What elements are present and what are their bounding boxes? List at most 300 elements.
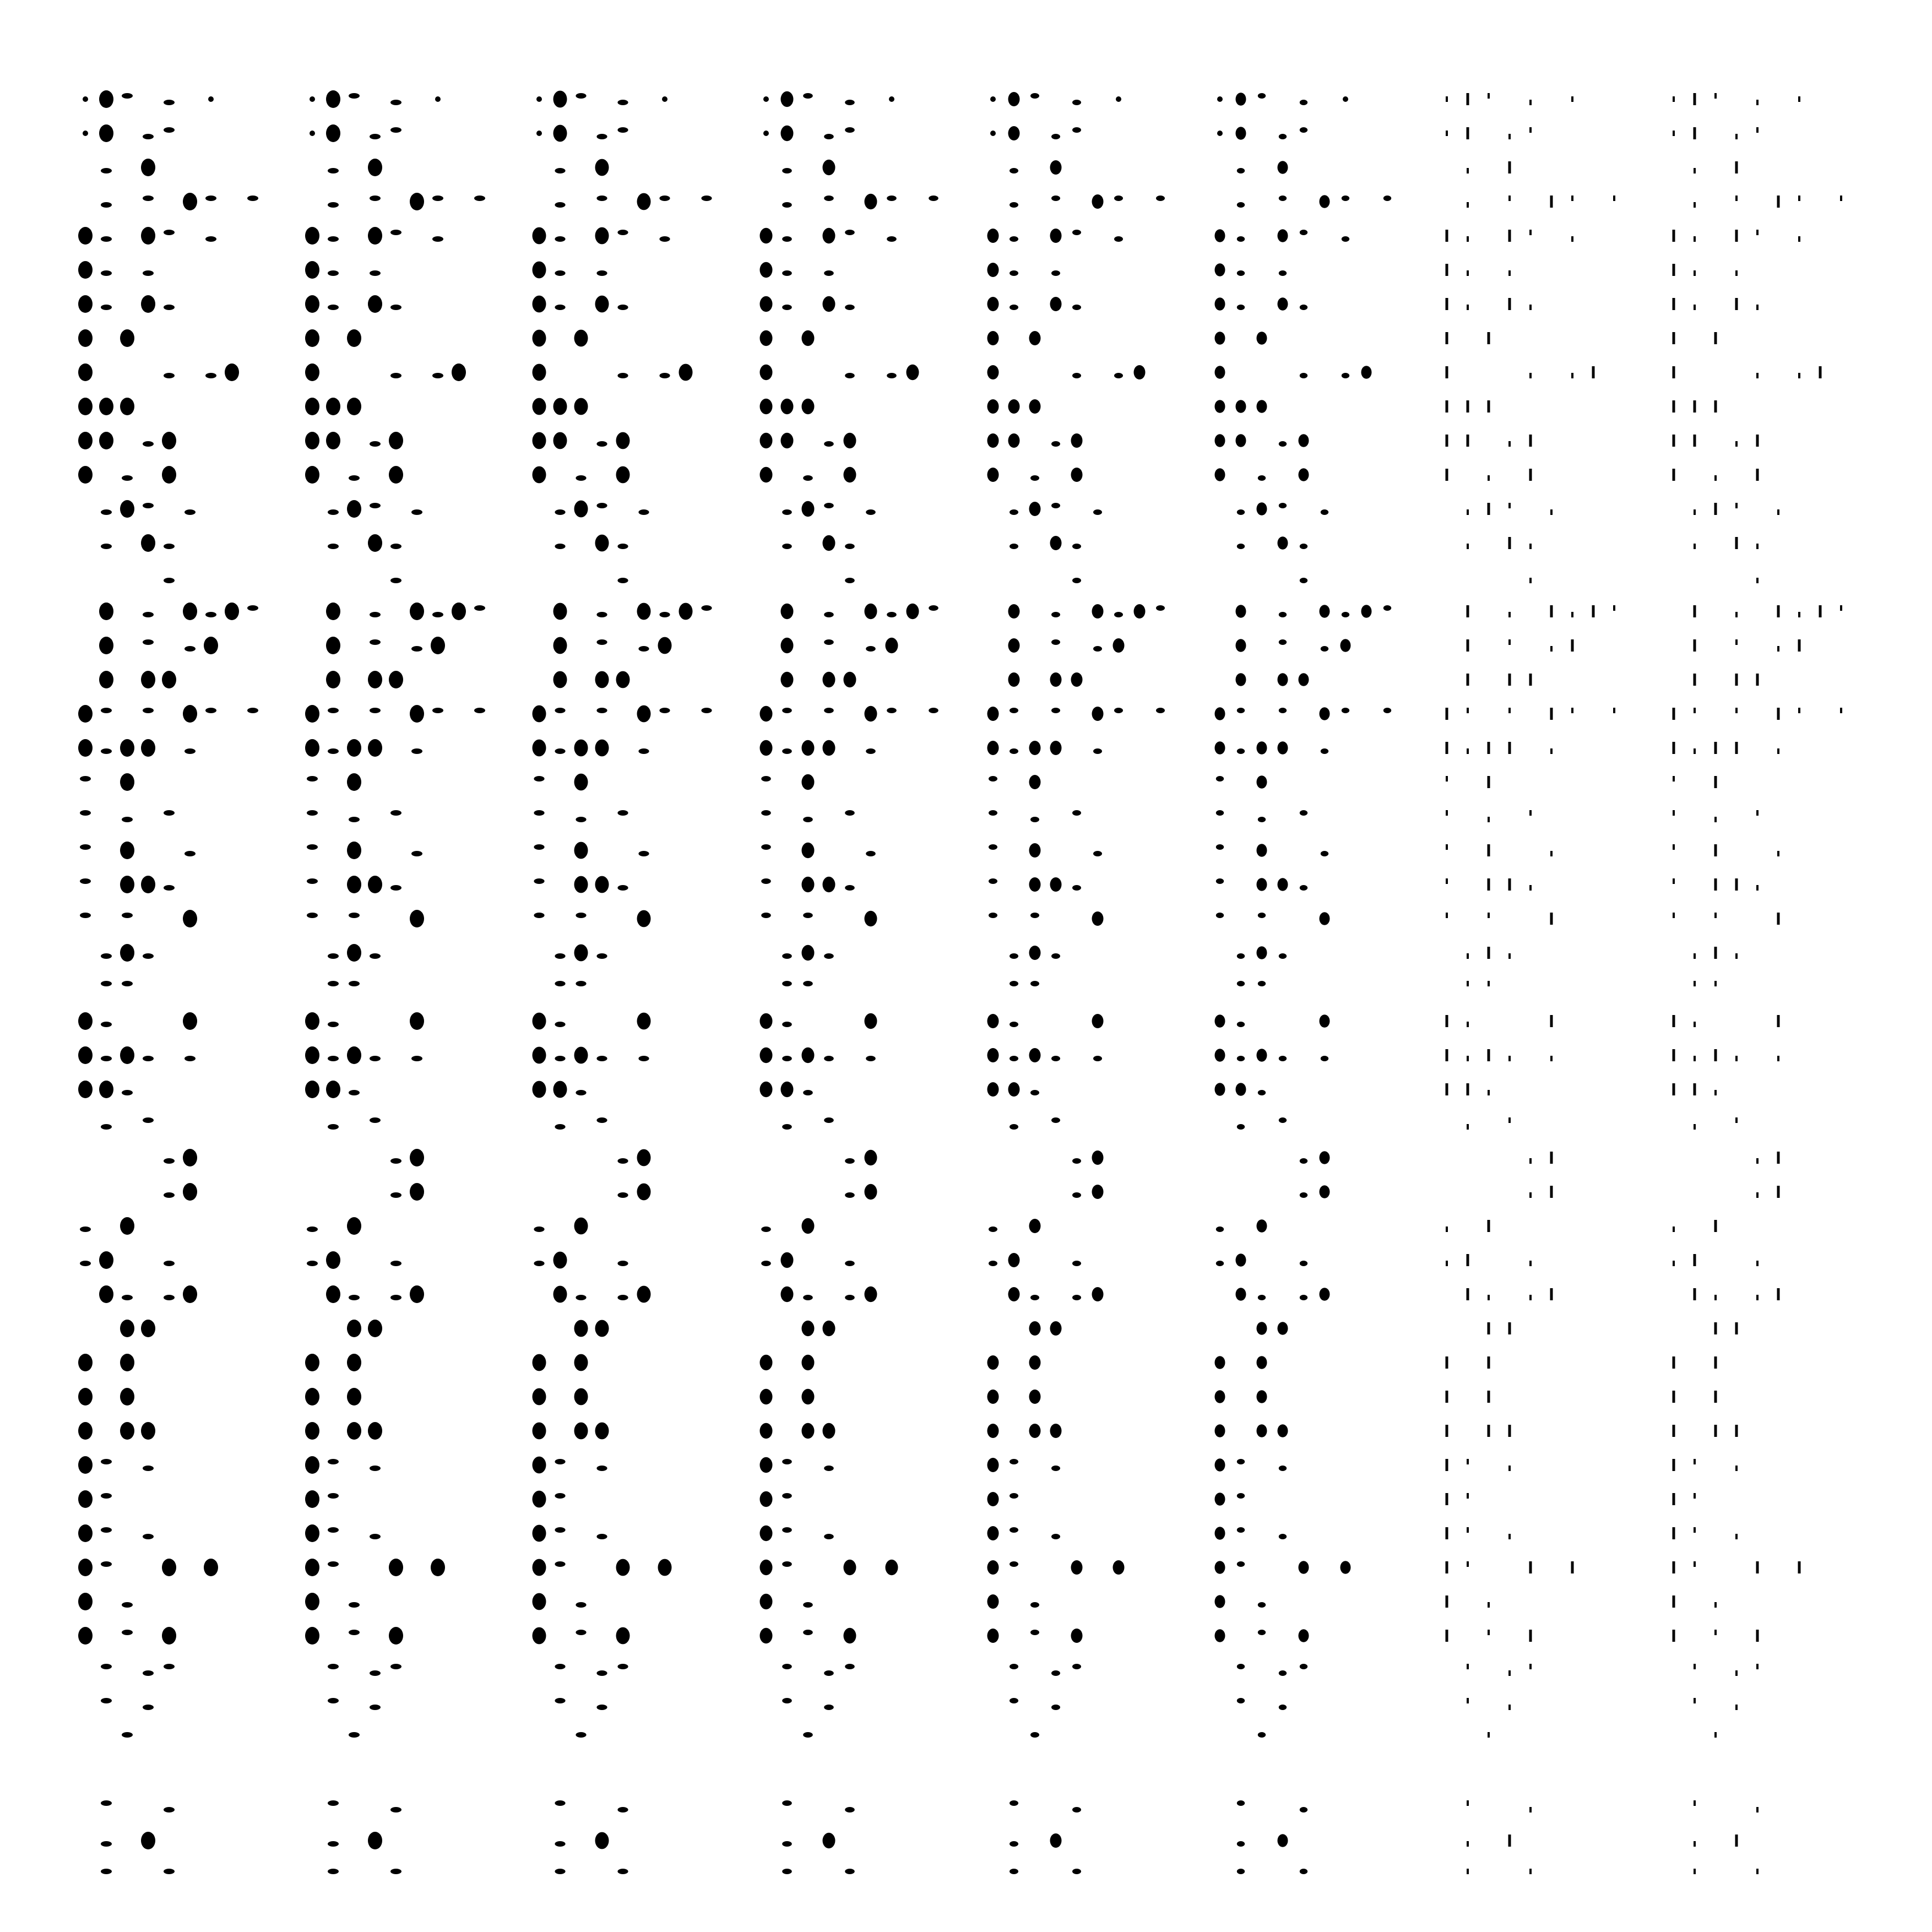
tick-mark — [1735, 196, 1738, 201]
tick-mark — [1756, 1869, 1759, 1874]
dot — [802, 330, 815, 346]
tick-mark — [1529, 885, 1532, 891]
dot — [411, 851, 422, 856]
dot — [761, 776, 771, 782]
dot — [307, 1227, 318, 1232]
dot — [1236, 1253, 1246, 1267]
dot — [987, 229, 999, 243]
dot — [760, 1389, 773, 1404]
dot — [638, 748, 649, 754]
dot — [328, 1459, 339, 1464]
dot — [1029, 1355, 1041, 1370]
dot — [1010, 1869, 1018, 1874]
dot — [760, 740, 773, 756]
dot — [122, 1295, 133, 1300]
dot — [1010, 1841, 1018, 1847]
dot — [205, 708, 216, 713]
dot — [347, 773, 361, 791]
dot — [305, 466, 319, 484]
dot — [120, 329, 134, 347]
dot — [533, 1081, 546, 1098]
dot — [595, 296, 609, 313]
dot — [328, 509, 339, 515]
dot — [349, 1732, 360, 1738]
dot — [760, 467, 773, 482]
dot — [1279, 708, 1287, 713]
dot — [1321, 646, 1328, 652]
dot — [576, 1295, 586, 1300]
dot — [1134, 604, 1146, 618]
dot — [845, 373, 855, 378]
dot — [824, 270, 834, 276]
dot — [782, 1869, 792, 1874]
tick-mark — [1467, 674, 1469, 686]
dot — [1051, 1056, 1060, 1061]
dot — [1010, 953, 1018, 959]
tick-mark — [1529, 544, 1532, 549]
dot — [803, 1602, 813, 1608]
tick-mark — [1550, 646, 1553, 652]
tick-mark — [1735, 1322, 1738, 1334]
dot — [533, 466, 546, 484]
dot — [533, 262, 546, 279]
tick-mark — [1735, 503, 1738, 508]
tick-mark — [1673, 230, 1675, 242]
dot — [574, 1354, 588, 1371]
dot — [1215, 707, 1225, 720]
tick-mark — [1735, 878, 1738, 891]
dot — [101, 1527, 112, 1533]
dot — [987, 297, 999, 311]
dot — [141, 1832, 155, 1849]
dot — [1030, 1732, 1039, 1738]
dot — [1029, 1321, 1041, 1336]
tick-mark — [1529, 127, 1532, 133]
dot — [435, 96, 441, 102]
tick-mark — [1446, 1049, 1448, 1061]
tick-mark — [1467, 1254, 1469, 1266]
dot — [1050, 877, 1062, 892]
dot — [78, 227, 93, 245]
dot — [1051, 503, 1060, 508]
dot — [1258, 913, 1266, 918]
dot — [1050, 229, 1062, 243]
dot — [1029, 1048, 1041, 1062]
tick-mark — [1467, 1288, 1469, 1300]
tick-mark — [1673, 1561, 1675, 1573]
tick-mark — [1756, 100, 1759, 105]
tick-mark — [1673, 1049, 1675, 1061]
dot — [1383, 708, 1391, 713]
dot — [763, 96, 769, 102]
dot — [617, 100, 628, 105]
dot — [534, 913, 544, 918]
dot — [1258, 93, 1266, 99]
dot — [326, 1251, 340, 1269]
tick-mark — [1571, 639, 1574, 652]
dot — [1237, 953, 1245, 959]
dot — [1092, 604, 1104, 618]
dot — [305, 739, 319, 757]
tick-mark — [1550, 1056, 1553, 1061]
dot — [534, 844, 544, 850]
tick-mark — [1508, 1835, 1511, 1847]
dot — [1050, 741, 1062, 755]
dot — [1300, 810, 1307, 816]
dot — [1321, 1056, 1328, 1061]
tick-mark — [1488, 878, 1490, 891]
dot — [101, 1493, 112, 1499]
tick-mark — [1529, 1158, 1532, 1164]
tick-mark — [1446, 776, 1448, 782]
dot — [555, 202, 565, 208]
dot — [305, 432, 319, 449]
tick-mark — [1735, 1425, 1738, 1437]
dot — [164, 373, 175, 378]
dot — [328, 1698, 339, 1703]
tick-mark — [1673, 469, 1675, 481]
dot — [305, 1388, 319, 1405]
dot — [533, 1388, 546, 1405]
tick-mark — [1756, 1295, 1759, 1300]
tick-mark — [1467, 127, 1469, 139]
tick-mark — [1592, 605, 1595, 617]
dot — [760, 1048, 773, 1063]
dot — [328, 1056, 339, 1061]
dot — [637, 1013, 651, 1030]
tick-mark — [1714, 503, 1717, 515]
dot — [824, 196, 834, 201]
dot — [782, 305, 792, 310]
dot — [247, 605, 258, 611]
dot — [328, 168, 339, 173]
tick-mark — [1446, 913, 1448, 918]
dot — [803, 93, 813, 99]
dot — [1050, 672, 1062, 687]
dot — [122, 475, 133, 481]
dot — [1051, 708, 1060, 713]
dot — [533, 398, 546, 415]
dot — [370, 503, 381, 508]
dot — [987, 707, 999, 721]
tick-mark — [1613, 605, 1615, 611]
dot — [845, 1869, 855, 1874]
dot — [368, 227, 382, 245]
dot — [824, 134, 834, 139]
dot — [347, 842, 361, 859]
dot — [802, 740, 815, 756]
dot — [781, 433, 794, 448]
dot — [553, 432, 567, 449]
dot — [574, 1047, 588, 1064]
dot — [574, 945, 588, 962]
dot — [305, 295, 319, 313]
tick-mark — [1467, 748, 1469, 754]
dot — [761, 1261, 771, 1266]
dot — [617, 127, 628, 133]
dot — [1215, 434, 1225, 447]
dot — [803, 913, 813, 918]
tick-mark — [1673, 366, 1675, 378]
dot — [533, 1013, 546, 1030]
tick-mark — [1529, 578, 1532, 583]
dot — [1257, 1049, 1267, 1062]
tick-mark — [1467, 981, 1469, 986]
tick-mark — [1673, 1425, 1675, 1437]
dot — [802, 945, 815, 960]
dot — [1279, 639, 1287, 645]
dot — [533, 364, 546, 381]
dot — [987, 1629, 999, 1643]
dot — [390, 544, 401, 549]
tick-mark — [1446, 1261, 1448, 1266]
dot — [410, 603, 424, 620]
dot — [638, 851, 649, 856]
dot — [824, 503, 834, 508]
dot — [574, 501, 588, 518]
dot — [390, 810, 401, 816]
dot — [990, 96, 996, 102]
dot — [101, 1561, 112, 1567]
dot — [1156, 708, 1165, 713]
dot — [1051, 1534, 1060, 1539]
dot — [349, 1090, 360, 1095]
dot — [1300, 1158, 1307, 1164]
dot — [637, 1184, 651, 1201]
dot — [1050, 1424, 1062, 1438]
dot — [1258, 981, 1266, 986]
dot — [989, 776, 997, 782]
tick-mark — [1756, 1664, 1759, 1669]
tick-mark — [1446, 1356, 1448, 1369]
dot — [452, 363, 466, 381]
dot — [824, 612, 834, 617]
dot — [987, 1526, 999, 1540]
tick-mark — [1488, 1391, 1490, 1403]
tick-mark — [1467, 1841, 1469, 1847]
dot — [617, 1295, 628, 1300]
tick-mark — [1714, 1425, 1717, 1437]
tick-mark — [1756, 810, 1759, 816]
dot — [781, 1082, 794, 1097]
dot — [347, 1217, 361, 1235]
dot — [1383, 196, 1391, 201]
dot — [305, 398, 319, 415]
dot — [328, 1527, 339, 1533]
dot — [1113, 638, 1125, 653]
tick-mark — [1735, 1117, 1738, 1123]
dot — [989, 1261, 997, 1266]
dot — [120, 1354, 134, 1371]
dot — [305, 1354, 319, 1371]
dot — [595, 159, 609, 176]
dot — [887, 373, 897, 378]
dot — [1236, 127, 1246, 140]
dot — [1258, 475, 1266, 481]
dot — [1279, 1534, 1287, 1539]
tick-mark — [1798, 96, 1800, 102]
tick-mark — [1756, 373, 1759, 378]
dot — [328, 1800, 339, 1806]
dot — [164, 810, 175, 816]
dot — [162, 1559, 176, 1576]
dot — [782, 708, 792, 713]
dot — [1237, 509, 1245, 515]
tick-mark — [1694, 509, 1696, 515]
dot — [347, 398, 361, 415]
tick-mark — [1673, 400, 1675, 413]
pattern-column-2 — [305, 90, 485, 1874]
tick-mark — [1467, 168, 1469, 173]
dot — [1051, 1117, 1060, 1123]
tick-mark — [1446, 1595, 1448, 1608]
dot — [347, 329, 361, 347]
tick-mark — [1735, 1670, 1738, 1676]
dot — [1237, 544, 1245, 549]
dot — [1156, 605, 1165, 611]
dot — [164, 1261, 175, 1266]
dot — [99, 124, 113, 142]
dot — [1279, 1056, 1287, 1061]
dot — [1279, 134, 1287, 139]
tick-mark — [1508, 742, 1511, 754]
dot — [782, 1841, 792, 1847]
tick-mark — [1446, 1630, 1448, 1642]
dot — [1010, 168, 1018, 173]
tick-mark — [1673, 878, 1675, 884]
dot — [1278, 1834, 1288, 1847]
dot — [1279, 1117, 1287, 1123]
tick-mark — [1777, 748, 1779, 754]
dot — [781, 1287, 794, 1302]
dot — [390, 1192, 401, 1198]
dot — [1237, 981, 1245, 986]
dot — [474, 708, 485, 713]
dot — [760, 330, 773, 346]
tick-mark — [1756, 469, 1759, 481]
tick-mark — [1467, 93, 1469, 105]
dot — [553, 637, 567, 654]
dot — [99, 603, 113, 620]
dot — [1134, 365, 1146, 379]
dot — [617, 230, 628, 235]
dot — [1156, 196, 1165, 201]
dot — [1215, 741, 1225, 755]
tick-mark — [1714, 1602, 1717, 1608]
dot — [782, 1664, 792, 1669]
dot — [987, 399, 999, 414]
dot — [208, 96, 214, 102]
dot — [184, 1056, 196, 1061]
tick-mark — [1529, 230, 1532, 235]
dot — [143, 1117, 154, 1123]
dot — [845, 230, 855, 235]
dot — [1320, 195, 1330, 208]
dot — [184, 646, 196, 652]
dot — [1237, 168, 1245, 173]
dot — [1030, 1630, 1039, 1635]
dot — [555, 1493, 565, 1499]
tick-mark — [1446, 298, 1448, 310]
dot — [225, 603, 239, 620]
dot — [1361, 605, 1372, 618]
dot — [1051, 441, 1060, 447]
dot — [183, 193, 197, 210]
tick-mark — [1446, 435, 1448, 447]
tick-mark — [1508, 1466, 1511, 1471]
dot — [782, 981, 792, 986]
dot — [865, 604, 877, 619]
tick-mark — [1694, 748, 1696, 754]
dot — [1030, 817, 1039, 822]
dot — [1010, 544, 1018, 549]
dot — [1278, 229, 1288, 242]
dot — [143, 1534, 154, 1539]
dot — [1237, 270, 1245, 276]
tick-mark — [1798, 373, 1800, 378]
tick-mark — [1550, 1288, 1553, 1300]
dot — [760, 296, 773, 312]
tick-mark — [1735, 270, 1738, 276]
dot — [305, 261, 319, 279]
dot — [533, 1491, 546, 1508]
tick-mark — [1529, 1295, 1532, 1300]
tick-mark — [1508, 674, 1511, 686]
dot — [162, 466, 176, 484]
pattern-column-6 — [1215, 93, 1392, 1874]
dot — [1258, 1602, 1266, 1608]
tick-mark — [1694, 1254, 1696, 1266]
dot — [80, 878, 91, 884]
dot — [802, 774, 815, 790]
dot — [555, 1800, 565, 1806]
dot — [1114, 373, 1123, 378]
dot — [78, 1559, 93, 1576]
tick-mark — [1777, 1152, 1780, 1164]
dot — [78, 363, 93, 381]
dot — [1237, 1056, 1245, 1061]
dot — [1072, 1295, 1081, 1300]
dot — [802, 1321, 815, 1336]
dot — [1008, 638, 1020, 653]
dot — [1278, 1424, 1288, 1437]
dot — [907, 604, 919, 619]
dot — [1320, 912, 1330, 925]
dot — [637, 1286, 651, 1303]
tick-mark — [1735, 1835, 1738, 1847]
dot — [1215, 1561, 1225, 1574]
dot — [823, 877, 835, 892]
dot — [78, 466, 93, 484]
dot — [824, 1670, 834, 1676]
tick-mark — [1488, 776, 1490, 788]
tick-mark — [1488, 817, 1490, 822]
dot — [987, 365, 999, 379]
tick-mark — [1735, 612, 1738, 617]
dot — [1216, 810, 1224, 816]
dot — [781, 604, 794, 619]
tick-mark — [1694, 1056, 1696, 1061]
tick-mark — [1508, 1425, 1511, 1437]
dot — [1258, 1295, 1266, 1300]
dot — [1215, 400, 1225, 413]
tick-mark — [1571, 373, 1573, 378]
tick-mark — [1467, 236, 1469, 242]
dot — [595, 671, 609, 688]
dot — [596, 441, 607, 447]
dot — [183, 1285, 197, 1303]
dot — [574, 1320, 588, 1337]
